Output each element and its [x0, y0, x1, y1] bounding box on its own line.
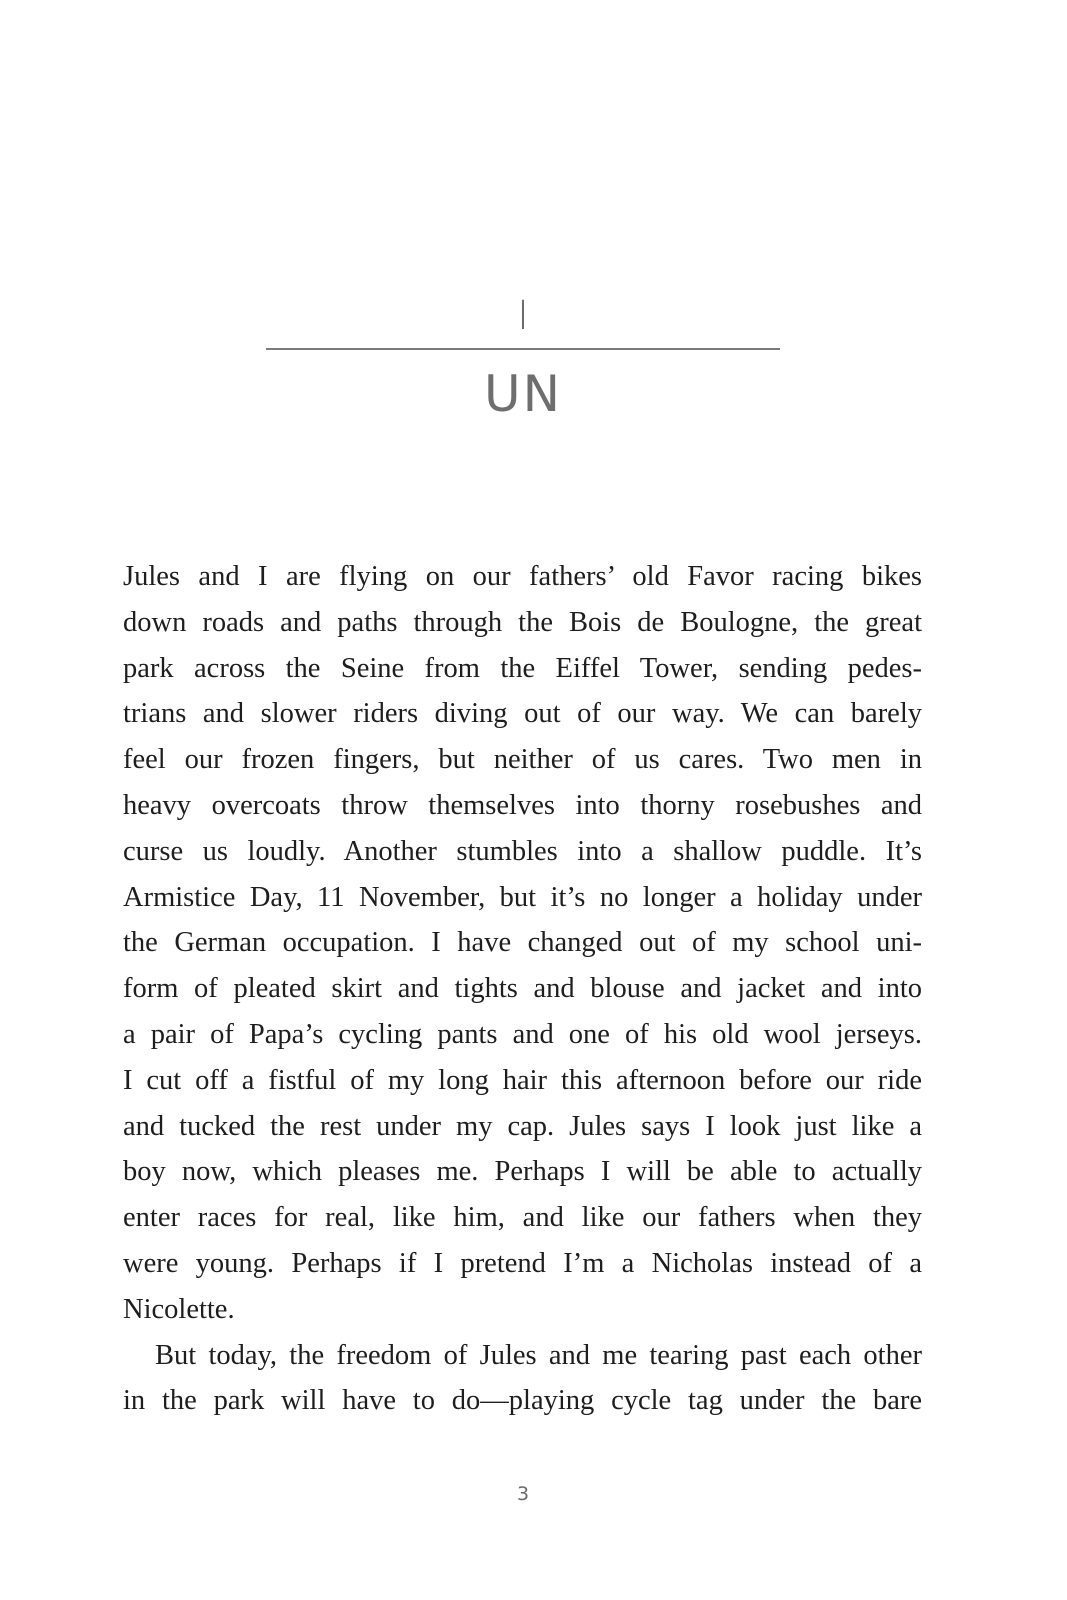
chapter-number: I — [517, 293, 529, 339]
text-line: But today, the freedom of Jules and me tearing past each other — [155, 1339, 922, 1371]
text-line: Jules and I are flying on our fathers’ old Favor racing bikes — [123, 561, 922, 592]
paragraph — [123, 554, 922, 1333]
text-line: a pair of Papa’s cycling pants and one of his old wool jerseys. — [123, 1018, 922, 1050]
text-line: enter races for real, like him, and like our fathers when they — [123, 1202, 922, 1234]
text-line: I cut off a fistful of my long hair this afternoon before our ride — [123, 1064, 922, 1096]
text-line: curse us loudly. Another stumbles into a shallow puddle. It’s — [123, 835, 922, 867]
text-line: form of pleated skirt and tights and blouse and jacket and into — [123, 973, 922, 1005]
page-number: 3 — [516, 1483, 530, 1505]
text-line: Nicolette. — [123, 1293, 235, 1325]
text-line: were young. Perhaps if I pretend I’m a Nicholas instead of a — [123, 1247, 922, 1279]
text-line: trians and slower riders diving out of our way. We can barely — [123, 698, 922, 730]
text-line: and tucked the rest under my cap. Jules says I look just like a — [123, 1110, 922, 1142]
text-line: feel our frozen fingers, but neither of us cares. Two men in — [123, 744, 922, 776]
chapter-divider — [266, 348, 780, 350]
text-line: park across the Seine from the Eiffel Tower, sending pedes- — [123, 652, 922, 684]
text-line: Armistice Day, 11 November, but it’s no longer a holiday under — [123, 881, 922, 913]
chapter-title: UN — [484, 365, 562, 423]
text-line: heavy overcoats throw themselves into thorny rosebushes and — [123, 789, 922, 821]
paragraph — [123, 1333, 922, 1425]
text-line: boy now, which pleases me. Perhaps I will be able to actually — [123, 1156, 922, 1188]
text-line: the German occupation. I have changed out of my school uni- — [123, 927, 922, 959]
text-line: in the park will have to do—playing cycle tag under the bare — [123, 1385, 922, 1417]
chapter-body — [123, 554, 922, 1424]
text-line: down roads and paths through the Bois de Boulogne, the great — [123, 606, 922, 638]
